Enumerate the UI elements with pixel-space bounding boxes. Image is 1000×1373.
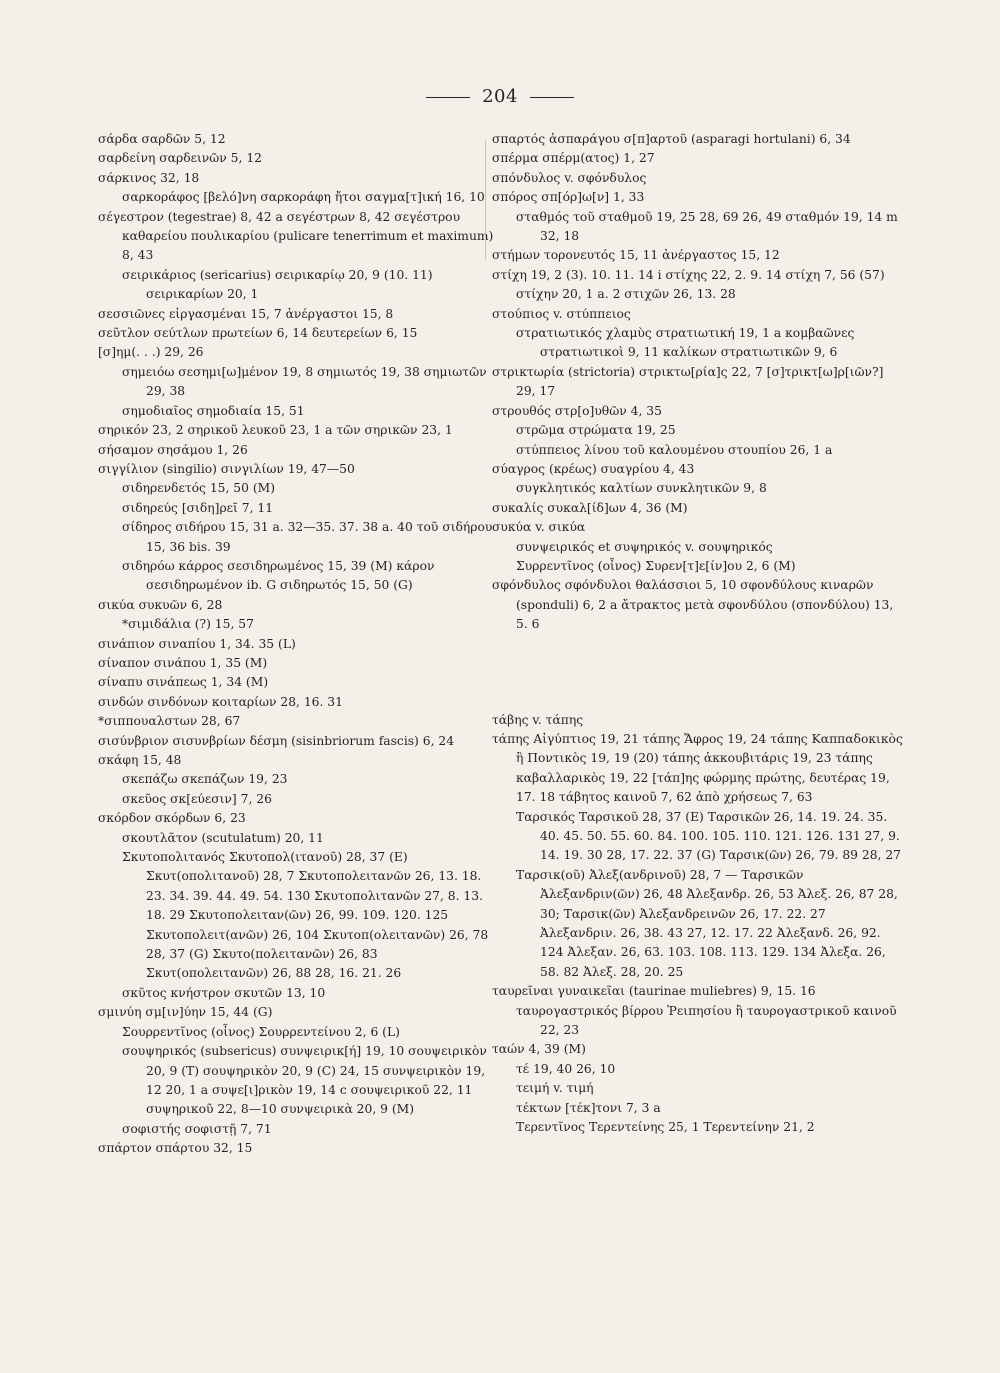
page-header <box>0 86 1000 107</box>
lexicon-entry: συκύα v. σικύα <box>492 520 586 535</box>
lexicon-entry: *σιππουαλστων 28, 67 <box>98 714 241 729</box>
lexicon-entry: σάρκινος 32, 18 <box>98 170 200 185</box>
lexicon-entry: ταών 4, 39 (M) <box>492 1042 586 1057</box>
lexicon-entry: τάπης Αἰγύπτιος 19, 21 τάπης Ἄφρος 19, 24 τάπης Καππαδοκικὸς ἢ Ποντικὸς 19, 19 (20) τάπης ἀκκουβιτάρις 19, 23 τάπης καβαλλαρικὸς 19, 22 [τάπ]ης φώρμης πρώτης, δευτέρας 19, 17. 18 τάβητος καινοῦ 7, 62 ἀπὸ χρήσεως 7, 63 <box>492 731 903 805</box>
lexicon-entry: σφόνδυλος σφόνδυλοι θαλάσσιοι 5, 10 σφονδύλους κιναρῶν (sponduli) 6, 2 a ἄτρακτος μετὰ σφονδύλου (σπονδύλου) 13, 5. 6 <box>492 578 894 632</box>
lexicon-entry: σκουτλᾶτον (scutulatum) 20, 11 <box>122 830 324 845</box>
lexicon-entry: τέκτων [τέκ]τονι 7, 3 a <box>516 1100 661 1115</box>
lexicon-entry: στούπιος v. στύππειος <box>492 306 631 321</box>
lexicon-entry: *σιμιδάλια (?) 15, 57 <box>122 617 254 632</box>
lexicon-entry: σύαγρος (κρέως) συαγρίου 4, 43 <box>492 461 695 476</box>
lexicon-entry: σπέρμα σπέρμ(ατος) 1, 27 <box>492 151 655 166</box>
lexicon-entry: συκαλίς συκαλ[ίδ]ων 4, 36 (M) <box>492 500 688 515</box>
lexicon-entry: σκόρδον σκόρδων 6, 23 <box>98 811 246 826</box>
lexicon-entry: στήμων τορονευτός 15, 11 ἀνέργαστος 15, 12 <box>492 248 780 263</box>
lexicon-entry: σημοδιαῖος σημοδιαία 15, 51 <box>122 403 305 418</box>
lexicon-entry: στρατιωτικός χλαμὺς στρατιωτική 19, 1 a κομβαῶνες στρατιωτικοὶ 9, 11 καλίκων στρατιωτικῶν 9, 6 <box>516 326 855 360</box>
lexicon-entry: στρικτωρία (strictoria) στρικτω[ρία]ς 22, 7 [σ]τρικτ[ω]ρ[ιῶν?] 29, 17 <box>492 364 884 399</box>
lexicon-entry: σαρκοράφος [βελό]νη σαρκοράφη ἤτοι σαγμα[τ]ική 16, 10 <box>122 190 485 205</box>
lexicon-entry: σιδηρόω κάρρος σεσιδηρωμένος 15, 39 (M) κάρον σεσιδηρωμένον ib. G σιδηρωτός 15, 50 (G) <box>122 558 435 593</box>
lexicon-entry: σίναπυ σινάπεως 1, 34 (M) <box>98 675 269 690</box>
lexicon-entry: Ταρσικός Ταρσικοῦ 28, 37 (E) Ταρσικῶν 26, 14. 19. 24. 35. 40. 45. 50. 55. 60. 84. 100. 105. 110. 121. 126. 131 27, 9. 14. 19. 30 28, 17. 22. 37 (G) Ταρσικ(ῶν) 26, 79. 89 28, 27 <box>516 809 902 863</box>
lexicon-entry: σιδηρεύς [σιδη]ρεῖ 7, 11 <box>122 500 274 515</box>
lexicon-entry: Τερεντῖνος Τερεντείνης 25, 1 Τερεντείνην 21, 2 <box>516 1120 815 1135</box>
lexicon-entry: σουψηρικός (subsericus) συνψειρικ[ή] 19, 10 σουψειρικὸν 20, 9 (T) σουψηρικὸν 20, 9 (C) 24, 15 συνψειρικὸν 19, 12 20, 1 a συψε[ι]ρικὸν 19, 14 c σουψειρικοῦ 22, 11 συψηρικοῦ 22, 8—10 συνψειρικὰ 20, 9 (M) <box>122 1044 487 1117</box>
lexicon-entry: σκεπάζω σκεπάζων 19, 23 <box>122 772 288 787</box>
lexicon-entry: σταθμός τοῦ σταθμοῦ 19, 25 28, 69 26, 49 σταθμόν 19, 14 m 32, 18 <box>516 209 898 244</box>
column-divider <box>485 140 486 260</box>
right-column-tau-section <box>492 711 904 1138</box>
lexicon-entry: σοφιστής σοφιστῇ 7, 71 <box>122 1121 272 1136</box>
lexicon-entry: σεῦτλον σεύτλων πρωτείων 6, 14 δευτερείων 6, 15 <box>98 326 418 341</box>
lexicon-entry: σηρικόν 23, 2 σηρικοῦ λευκοῦ 23, 1 a τῶν σηρικῶν 23, 1 <box>98 423 453 438</box>
lexicon-entry: σινδών σινδόνων κοιταρίων 28, 16. 31 <box>98 694 343 709</box>
lexicon-entry: σιδηρενδετός 15, 50 (M) <box>122 481 276 496</box>
lexicon-entry: Σκυτοπολιτανός Σκυτοπολ(ιτανοῦ) 28, 37 (E) Σκυτ(οπολιτανοῦ) 28, 7 Σκυτοπολειτανῶν 26, 13. 18. 23. 34. 39. 44. 49. 54. 130 Σκυτοπολιτανῶν 27, 8. 13. 18. 29 Σκυτοπολειταν(ῶν) 26, 99. 109. 120. 125 Σκυτοπολειτ(ανῶν) 26, 104 Σκυτοπ(ολειτανῶν) 26, 78 28, 37 (G) Σκυτο(πολειτανῶν) 26, 83 Σκυτ(οπολειτανῶν) 26, 88 28, 16. 21. 26 <box>122 850 489 981</box>
lexicon-entry: σικύα συκυῶν 6, 28 <box>98 597 223 612</box>
lexicon-entry: σάρδα σαρδῶν 5, 12 <box>98 132 226 146</box>
lexicon-entry: σπόνδυλος v. σφόνδυλος <box>492 170 647 185</box>
lexicon-entry: σκῦτος κνήστρον σκυτῶν 13, 10 <box>122 985 326 1000</box>
lexicon-entry: σημειόω σεσημι[ω]μένον 19, 8 σημιωτός 19, 38 σημιωτῶν 29, 38 <box>122 364 487 399</box>
lexicon-entry: Συρρεντῖνος (οἶνος) Συρεν[τ]ε[ίν]ου 2, 6 (M) <box>516 558 796 573</box>
lexicon-entry: σισύνβριον σισυνβρίων δέσμη (sisinbriorum fascis) 6, 24 <box>98 733 455 748</box>
lexicon-entry: τάβης v. τάπης <box>492 712 584 727</box>
lexicon-entry: στύππειος λίνου τοῦ καλουμένου στουπίου 26, 1 a <box>516 442 833 457</box>
header-rule-left <box>426 97 470 98</box>
lexicon-entry: [σ]ημ(. . .) 29, 26 <box>98 345 204 360</box>
lexicon-entry: τέ 19, 40 26, 10 <box>516 1061 616 1076</box>
lexicon-entry: στίχη 19, 2 (3). 10. 11. 14 i στίχης 22, 2. 9. 14 στίχη 7, 56 (57) στίχην 20, 1 a. 2 στιχῶν 26, 13. 28 <box>492 267 885 302</box>
lexicon-entry: στρουθός στρ[ο]υθῶν 4, 35 <box>492 403 662 418</box>
lexicon-entry: συγκλητικός καλτίων συνκλητικῶν 9, 8 <box>516 481 767 496</box>
lexicon-entry: σιγγίλιον (singilio) σινγιλίων 19, 47—50 <box>98 461 355 476</box>
lexicon-entry: σαρδείνη σαρδεινῶν 5, 12 <box>98 151 262 166</box>
page-number: 204 <box>482 86 518 107</box>
lexicon-entry: σίδηρος σιδήρου 15, 31 a. 32—35. 37. 38 a. 40 τοῦ σιδήρου 15, 36 bis. 39 <box>122 520 493 554</box>
lexicon-entry: σήσαμον σησάμου 1, 26 <box>98 442 248 457</box>
lexicon-entry: σκάφη 15, 48 <box>98 753 182 767</box>
lexicon-entry: σμινύη σμ[ιν]ύην 15, 44 (G) <box>98 1005 273 1020</box>
lexicon-entry: σκεῦος σκ[εύεσιν] 7, 26 <box>122 791 272 806</box>
lexicon-entry: συνψειρικός et συψηρικός v. σουψηρικός <box>516 539 773 554</box>
lexicon-entry: σπάρτον σπάρτου 32, 15 <box>98 1141 253 1156</box>
lexicon-entry: ταυρογαστρικός βίρρου Ῥειπησίου ἢ ταυρογαστρικοῦ καινοῦ 22, 23 <box>516 1003 897 1038</box>
lexicon-entry: ταυρεῖναι γυναικεῖαι (taurinae muliebres) 9, 15. 16 <box>492 984 816 999</box>
lexicon-entry: σίναπον σινάπου 1, 35 (M) <box>98 655 268 670</box>
lexicon-entry: σέγεστρον (tegestrae) 8, 42 a σεγέστρων 8, 42 σεγέστρου καθαρείου πουλικαρίου (pulicare tenerrimum et maximum) 8, 43 <box>98 209 494 263</box>
section-gap <box>492 635 904 711</box>
lexicon-entry: τειμή v. τιμή <box>516 1081 594 1096</box>
lexicon-entry: σεσσιῶνες εἰργασμέναι 15, 7 ἀνέργαστοι 15, 8 <box>98 306 394 321</box>
lexicon-entry: σινάπιον σιναπίου 1, 34. 35 (L) <box>98 636 296 651</box>
lexicon-entry: Ταρσικ(οῦ) Ἀλεξ(ανδρινοῦ) 28, 7 — Ταρσικῶν Ἀλεξανδριν(ῶν) 26, 48 Ἀλεξανδρ. 26, 53 Ἀλεξ. 26, 87 28, 30; Ταρσικ(ῶν) Ἀλεξανδρεινῶν 26, 17. 22. 27 Ἀλεξανδριν. 26, 38. 43 27, 12. 17. 22 Ἀλεξανδ. 26, 92. 124 Ἀλεξαν. 26, 63. 103. 108. 113. 129. 134 Ἀλεξα. 26, 58. 82 Ἀλεξ. 28, 20. 25 <box>516 867 898 979</box>
header-rule-right <box>530 97 574 98</box>
lexicon-entry: σειρικάριος (sericarius) σειρικαρίῳ 20, 9 (10. 11) σειρικαρίων 20, 1 <box>122 267 433 302</box>
right-column-sigma-section <box>492 130 904 635</box>
lexicon-entry: Σουρρεντῖνος (οἶνος) Σουρρεντείνου 2, 6 (L) <box>122 1024 400 1039</box>
lexicon-entry: στρῶμα στρώματα 19, 25 <box>516 423 676 438</box>
left-column <box>98 130 503 1159</box>
lexicon-entry: σπόρος σπ[όρ]ω[ν] 1, 33 <box>492 190 645 205</box>
lexicon-entry: σπαρτός ἀσπαράγου σ[π]αρτοῦ (asparagi hortulani) 6, 34 <box>492 132 851 146</box>
right-column <box>492 130 904 1138</box>
